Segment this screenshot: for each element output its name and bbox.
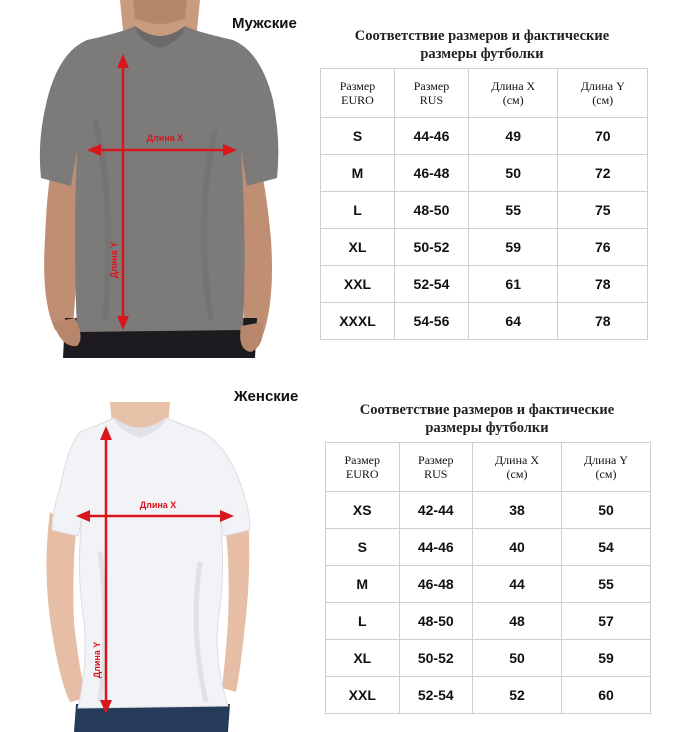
- cell-length-y: 76: [558, 229, 648, 266]
- header-cell-length-x: Длина X (см): [468, 69, 558, 118]
- cell-size-rus: 48-50: [399, 603, 473, 640]
- cell-length-x: 38: [473, 492, 562, 529]
- header-cell-size-euro: Размер EURO: [321, 69, 395, 118]
- men-size-table: [320, 68, 648, 340]
- table-row: [321, 229, 648, 266]
- women-table-title-line1: Соответствие размеров и фактические: [359, 402, 615, 418]
- cell-length-x: 49: [468, 118, 558, 155]
- cell-size-rus: 44-46: [399, 529, 473, 566]
- cell-size-rus: 50-52: [394, 229, 468, 266]
- table-header-row: [326, 443, 651, 492]
- cell-size-rus: 46-48: [399, 566, 473, 603]
- table-row: [326, 640, 651, 677]
- cell-size-euro: S: [321, 118, 395, 155]
- cell-length-y: 78: [558, 303, 648, 340]
- cell-length-y: 50: [562, 492, 651, 529]
- cell-length-x: 55: [468, 192, 558, 229]
- cell-size-euro: M: [326, 566, 400, 603]
- cell-length-x: 59: [468, 229, 558, 266]
- cell-length-y: 59: [562, 640, 651, 677]
- cell-size-rus: 50-52: [399, 640, 473, 677]
- cell-size-euro: XXL: [321, 266, 395, 303]
- women-table-title-line2: размеры футболки: [425, 420, 549, 436]
- header-cell-length-y: Длина Y (см): [562, 443, 651, 492]
- women-section-title: Женские: [234, 388, 299, 405]
- cell-size-rus: 52-54: [399, 677, 473, 714]
- cell-length-x: 40: [473, 529, 562, 566]
- men-section-title: Мужские: [232, 15, 297, 32]
- cell-length-y: 72: [558, 155, 648, 192]
- table-header-row: [321, 69, 648, 118]
- table-row: [326, 566, 651, 603]
- cell-size-rus: 42-44: [399, 492, 473, 529]
- cell-size-euro: L: [326, 603, 400, 640]
- cell-length-y: 75: [558, 192, 648, 229]
- length-y-label: Длина Y: [109, 241, 119, 279]
- header-cell-size-rus: Размер RUS: [394, 69, 468, 118]
- table-row: [326, 677, 651, 714]
- cell-size-euro: XXL: [326, 677, 400, 714]
- cell-length-y: 78: [558, 266, 648, 303]
- cell-length-y: 60: [562, 677, 651, 714]
- header-cell-length-y: Длина Y (см): [558, 69, 648, 118]
- women-table-title: [327, 401, 647, 437]
- cell-length-x: 50: [473, 640, 562, 677]
- table-row: [321, 303, 648, 340]
- cell-length-x: 44: [473, 566, 562, 603]
- table-row: [326, 492, 651, 529]
- women-section: [0, 372, 695, 732]
- table-row: [321, 155, 648, 192]
- cell-length-y: 70: [558, 118, 648, 155]
- women-tshirt-photo: [30, 402, 280, 732]
- header-cell-length-x: Длина X (см): [473, 443, 562, 492]
- table-row: [326, 603, 651, 640]
- men-table-title-line1: Соответствие размеров и фактические: [354, 28, 610, 44]
- header-cell-size-euro: Размер EURO: [326, 443, 400, 492]
- cell-length-x: 50: [468, 155, 558, 192]
- men-tshirt-photo: [25, 0, 290, 358]
- length-x-label: Длина X: [139, 500, 177, 510]
- men-table-title-line2: размеры футболки: [420, 46, 544, 62]
- men-table-title: [322, 27, 642, 63]
- table-row: [321, 118, 648, 155]
- cell-size-rus: 44-46: [394, 118, 468, 155]
- cell-size-euro: XS: [326, 492, 400, 529]
- cell-size-euro: XXXL: [321, 303, 395, 340]
- length-y-label: Длина Y: [92, 641, 102, 679]
- cell-length-x: 52: [473, 677, 562, 714]
- cell-size-rus: 48-50: [394, 192, 468, 229]
- cell-size-euro: M: [321, 155, 395, 192]
- cell-length-x: 48: [473, 603, 562, 640]
- cell-size-euro: XL: [326, 640, 400, 677]
- cell-size-rus: 46-48: [394, 155, 468, 192]
- cell-length-y: 57: [562, 603, 651, 640]
- cell-length-y: 54: [562, 529, 651, 566]
- header-cell-size-rus: Размер RUS: [399, 443, 473, 492]
- cell-size-euro: L: [321, 192, 395, 229]
- cell-size-rus: 54-56: [394, 303, 468, 340]
- cell-size-euro: S: [326, 529, 400, 566]
- cell-length-x: 64: [468, 303, 558, 340]
- cell-length-y: 55: [562, 566, 651, 603]
- cell-size-euro: XL: [321, 229, 395, 266]
- table-row: [326, 529, 651, 566]
- table-row: [321, 192, 648, 229]
- cell-length-x: 61: [468, 266, 558, 303]
- table-row: [321, 266, 648, 303]
- length-x-label: Длина X: [146, 133, 184, 143]
- women-size-table: [325, 442, 651, 714]
- women-shirt-shape: [52, 418, 250, 708]
- cell-size-rus: 52-54: [394, 266, 468, 303]
